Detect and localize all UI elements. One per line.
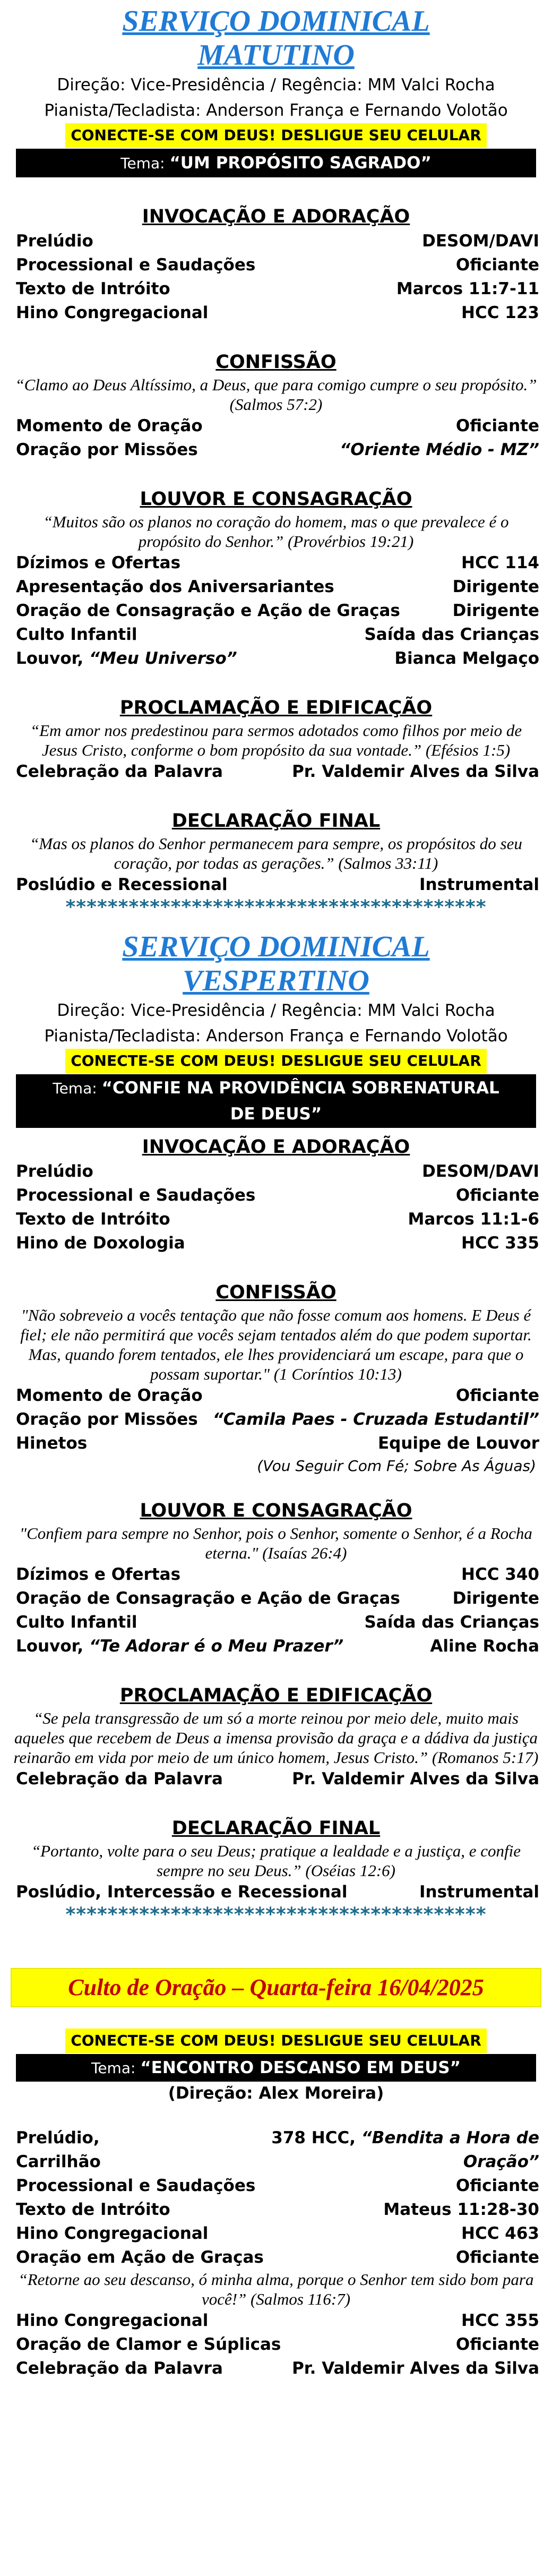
evening-title-line2: VESPERTINO	[183, 964, 369, 997]
morning-louvor-verse: “Muitos são os planos no coração do homem, mas o que prevalece é o propósito do Senhor.” (Provérbios 19:21)	[43, 512, 509, 551]
evening-phone-banner-wrap	[0, 1049, 552, 1074]
evening-title-line1: SERVIÇO DOMINICAL	[122, 930, 430, 963]
morning-proclamacao-title: PROCLAMAÇÃO E EDIFICAÇÃO	[119, 697, 433, 718]
evening-row: Dízimos e Ofertas HCC 340	[16, 1565, 539, 1584]
morning-row: Celebração da Palavra Pr. Valdemir Alves da Silva	[16, 762, 539, 781]
wednesday-row: Oração de Clamor e Súplicas Oficiante	[16, 2335, 539, 2354]
morning-row: Processional e Saudações Oficiante	[16, 255, 539, 275]
evening-row: Oração por Missões “Camila Paes - Cruzada Estudantil”	[16, 1410, 539, 1429]
morning-row: Oração de Consagração e Ação de Graças Dirigente	[16, 601, 539, 620]
evening-phone-banner: CONECTE-SE COM DEUS! DESLIGUE SEU CELULAR	[65, 1049, 487, 1073]
evening-row: Texto de Intróito Marcos 11:1-6	[16, 1210, 539, 1229]
wednesday-row: Hino Congregacional HCC 463	[16, 2224, 539, 2243]
wednesday-phone-banner: CONECTE-SE COM DEUS! DESLIGUE SEU CELULAR	[65, 2029, 487, 2053]
morning-row: Hino Congregacional HCC 123	[16, 303, 539, 322]
wednesday-service	[0, 1925, 552, 2381]
evening-direction: Direção: Vice-Presidência / Regência: MM Valci Rocha	[57, 1001, 495, 1020]
evening-musicians: Pianista/Tecladista: Anderson França e Fernando Volotão	[44, 1026, 508, 1046]
evening-theme-value-line2: DE DEUS”	[230, 1105, 322, 1124]
morning-row: Poslúdio e Recessional Instrumental	[16, 875, 539, 894]
morning-row: Culto Infantil Saída das Crianças	[16, 625, 539, 644]
morning-service	[0, 0, 552, 918]
evening-row: Louvor, “Te Adorar é o Meu Prazer” Aline Rocha	[16, 1637, 539, 1656]
morning-confissao-title: CONFISSÃO	[215, 352, 337, 373]
evening-theme-label: Tema:	[53, 1080, 102, 1097]
morning-row: Apresentação dos Aniversariantes Dirigente	[16, 577, 539, 596]
morning-direction: Direção: Vice-Presidência / Regência: MM Valci Rocha	[57, 75, 495, 95]
morning-invocacao-title: INVOCAÇÃO E ADORAÇÃO	[142, 206, 410, 227]
wednesday-row: Hino Congregacional HCC 355	[16, 2311, 539, 2330]
evening-louvor-title: LOUVOR E CONSAGRAÇÃO	[140, 1500, 412, 1521]
wednesday-row: Texto de Intróito Mateus 11:28-30	[16, 2200, 539, 2219]
wednesday-row: Prelúdio, Carrilhão 378 HCC, “Bendita a Hora de Oração”	[16, 2128, 539, 2171]
wednesday-title-bar: Culto de Oração – Quarta-feira 16/04/2025	[11, 1968, 541, 2007]
morning-theme-bar	[16, 149, 536, 177]
evening-stars-divider: ****************************************	[65, 1904, 487, 1925]
morning-row: Texto de Intróito Marcos 11:7-11	[16, 279, 539, 298]
evening-row: Hinetos Equipe de Louvor	[16, 1434, 539, 1453]
wednesday-theme-bar	[16, 2054, 536, 2082]
evening-row: Hino de Doxologia HCC 335	[16, 1234, 539, 1253]
morning-phone-banner-wrap	[0, 123, 552, 149]
evening-row: Momento de Oração Oficiante	[16, 1386, 539, 1405]
evening-louvor-verse: "Confiem para sempre no Senhor, pois o Senhor, somente o Senhor, é a Rocha eterna." (Isaías 26:4)	[20, 1524, 532, 1562]
morning-declaracao-verse: “Mas os planos do Senhor permanecem para sempre, os propósitos do seu coração, por todas as gerações.” (Salmos 33:11)	[30, 834, 522, 872]
evening-proclamacao-title: PROCLAMAÇÃO E EDIFICAÇÃO	[119, 1685, 433, 1706]
morning-musicians: Pianista/Tecladista: Anderson França e Fernando Volotão	[44, 101, 508, 120]
evening-proclamacao-verse: “Se pela transgressão de um só a morte reinou por meio dele, muito mais aqueles que recebem de Deus a imensa provisão da graça e a dádiva da justiça reinarão em vida por meio de um único homem, Jesus Cristo.” (Romanos 5:17)	[13, 1709, 539, 1767]
morning-louvor-title: LOUVOR E CONSAGRAÇÃO	[140, 489, 412, 510]
morning-theme-label: Tema:	[120, 155, 170, 172]
morning-theme-value: “UM PROPÓSITO SAGRADO”	[169, 153, 432, 173]
wednesday-phone-banner-wrap	[0, 2029, 552, 2054]
evening-confissao-title: CONFISSÃO	[215, 1282, 337, 1303]
morning-declaracao-title: DECLARAÇÃO FINAL	[171, 810, 381, 832]
morning-stars-divider: ****************************************	[65, 897, 487, 918]
morning-confissao-verse: “Clamo ao Deus Altíssimo, a Deus, que para comigo cumpre o seu propósito.” (Salmos 57:2)	[15, 375, 537, 414]
evening-row: Culto Infantil Saída das Crianças	[16, 1613, 539, 1632]
morning-row: Momento de Oração Oficiante	[16, 416, 539, 435]
morning-row: Oração por Missões “Oriente Médio - MZ”	[16, 440, 539, 459]
wednesday-row: Oração em Ação de Graças Oficiante	[16, 2248, 539, 2267]
wednesday-verse: “Retorne ao seu descanso, ó minha alma, porque o Senhor tem sido bom para você!” (Salmos 116:7)	[18, 2270, 534, 2308]
wednesday-row: Celebração da Palavra Pr. Valdemir Alves da Silva	[16, 2359, 539, 2378]
evening-row: Celebração da Palavra Pr. Valdemir Alves da Silva	[16, 1769, 539, 1788]
wednesday-row: Processional e Saudações Oficiante	[16, 2176, 539, 2195]
morning-phone-banner: CONECTE-SE COM DEUS! DESLIGUE SEU CELULAR	[65, 123, 487, 148]
evening-theme-bar	[16, 1074, 536, 1128]
morning-title-line1: SERVIÇO DOMINICAL	[122, 5, 430, 38]
evening-invocacao-title: INVOCAÇÃO E ADORAÇÃO	[142, 1136, 410, 1158]
morning-row: Dízimos e Ofertas HCC 114	[16, 553, 539, 572]
evening-confissao-verse: "Não sobreveio a vocês tentação que não fosse comum aos homens. E Deus é fiel; ele não permitirá que vocês sejam tentados além do que podem suportar. Mas, quando forem tentados, ele lhes providenciará um escape, para que o possam suportar." (1 Coríntios 10:13)	[20, 1306, 532, 1383]
wednesday-theme-value: “ENCONTRO DESCANSO EM DEUS”	[140, 2058, 461, 2077]
evening-service	[0, 918, 552, 1925]
evening-row: Oração de Consagração e Ação de Graças Dirigente	[16, 1589, 539, 1608]
evening-row: Processional e Saudações Oficiante	[16, 1186, 539, 1205]
evening-row: Prelúdio DESOM/DAVI	[16, 1162, 539, 1181]
morning-row: Louvor, “Meu Universo” Bianca Melgaço	[16, 649, 539, 668]
evening-declaracao-verse: “Portanto, volte para o seu Deus; pratique a lealdade e a justiça, e confie sempre no seu Deus.” (Oséias 12:6)	[31, 1842, 521, 1880]
morning-title-line2: MATUTINO	[197, 39, 355, 72]
morning-row: Prelúdio DESOM/DAVI	[16, 232, 539, 251]
morning-proclamacao-verse: “Em amor nos predestinou para sermos adotados como filhos por meio de Jesus Cristo, conforme o bom propósito da sua vontade.” (Efésios 1:5)	[30, 721, 522, 759]
wednesday-theme-label: Tema:	[91, 2059, 141, 2077]
evening-declaracao-title: DECLARAÇÃO FINAL	[171, 1818, 381, 1839]
evening-theme-value: “CONFIE NA PROVIDÊNCIA SOBRENATURAL	[101, 1079, 499, 1098]
evening-row: Poslúdio, Intercessão e Recessional Instrumental	[16, 1882, 539, 1902]
wednesday-direction: (Direção: Alex Moreira)	[168, 2084, 384, 2103]
evening-hinetos-note: (Vou Seguir Com Fé; Sobre As Águas)	[257, 1457, 536, 1475]
